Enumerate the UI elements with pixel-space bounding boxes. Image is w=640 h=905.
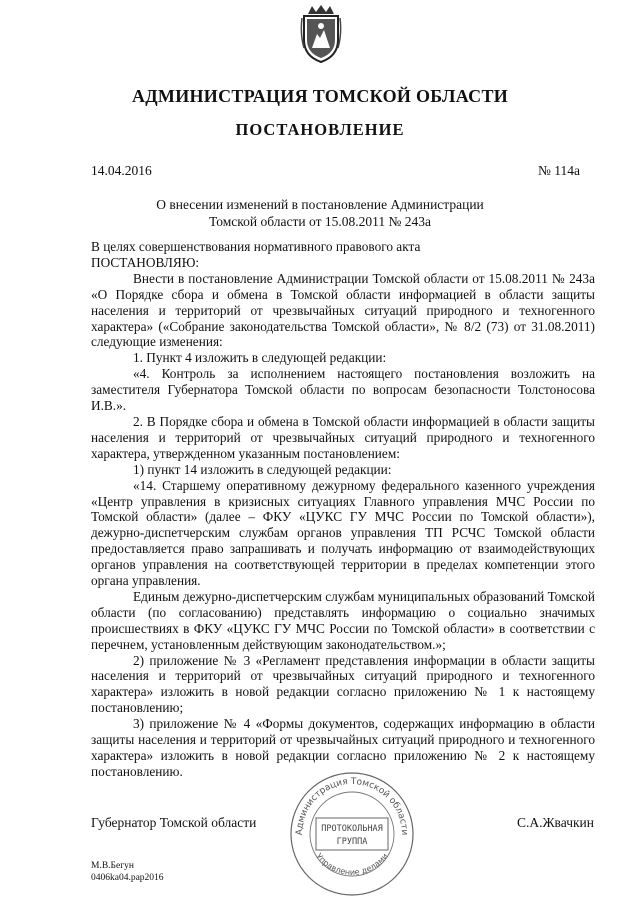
stamp-center-line-1: ПРОТОКОЛЬНАЯ (321, 824, 383, 834)
document-number: № 114а (538, 163, 580, 178)
body-paragraph: 1. Пункт 4 изложить в следующей редакции: (133, 350, 387, 366)
body-paragraph: «14. Старшему оперативному дежурному федерального казенного учреждения «Центр управления в кризисных ситуациях Главного управления МЧС России по Томской области» (далее – ФКУ «ЦУКС ГУ МЧС России по Томской области»), дежурно-диспетчерским службам органов управления ТП РСЧС Томской области предоставляется право запрашивать и получать информацию от взаимодействующих органов управления на соответствующей территории в пределах компетенции этого органа управления. (91, 477, 595, 589)
body-paragraph: «4. Контроль за исполнением настоящего постановления возложить на заместителя Губернатора Томской области по вопросам безопасности Толстоносова И.В.». (91, 366, 595, 414)
subject-line-1: О внесении изменений в постановление Администрации (156, 197, 484, 212)
preamble-paragraph: В целях совершенствования нормативного правового акта (91, 239, 421, 254)
body-paragraph: 2) приложение № 3 «Регламент представления информации в области защиты населения и территорий от чрезвычайных ситуаций природного и техногенного характера» изложить в новой редакции согласно приложению № 1 к настоящему постановлению; (91, 652, 595, 716)
body-paragraph: 3) приложение № 4 «Формы документов, содержащих информацию в области защиты населения и территорий от чрезвычайных ситуаций природного и техногенного характера» изложить в новой редакции согласно приложению № 2 к настоящему постановлению. (91, 716, 595, 779)
document-date: 14.04.2016 (91, 163, 152, 178)
coat-of-arms-icon (300, 4, 342, 64)
document-subject (0, 196, 640, 230)
document-body (91, 239, 595, 780)
body-paragraph: 1) пункт 14 изложить в следующей редакции: (133, 461, 392, 477)
svg-text:Управление делами (314, 852, 389, 877)
signer-name: С.А.Жвачкин (516, 815, 594, 830)
subject-line-2: Томской области от 15.08.2011 № 243а (209, 214, 431, 229)
executor-name: М.В.Бегун (91, 861, 134, 871)
stamp-ring-text: Администрация Томской области (294, 776, 410, 836)
body-paragraph: 2. В Порядке сбора и обмена в Томской области информацией в области защиты населения и территорий от чрезвычайных ситуаций природного и техногенного характера, утвержденном указанным постановлением: (91, 413, 595, 461)
file-reference: 0406ka04.pap2016 (91, 873, 164, 883)
document-type-title: ПОСТАНОВЛЕНИЕ (235, 120, 405, 139)
stamp-ring-bottom-text: Управление делами (314, 851, 390, 877)
stamp-center-line-2: ГРУППА (336, 837, 368, 847)
signer-position: Губернатор Томской области (91, 815, 257, 830)
body-paragraph: Внести в постановление Администрации Томской области от 15.08.2011 № 243а «О Порядке сбора и обмена в Томской области информацией в области защиты населения и территорий от чрезвычайных ситуаций природного и техногенного характера» («Собрание законодательства Томской области», № 8/2 (73) от 31.08.2011) следующие изменения: (91, 270, 595, 350)
resolution-keyword: ПОСТАНОВЛЯЮ: (91, 254, 200, 270)
organization-title: АДМИНИСТРАЦИЯ ТОМСКОЙ ОБЛАСТИ (131, 86, 509, 106)
body-paragraph: Единым дежурно-диспетчерским службам муниципальных образований Томской области (по согласованию) представлять информацию о социально значимых происшествиях в ФКУ «ЦУКС ГУ МЧС России по Томской области» в соответствии с перечнем, установленным действующим законодательством.»; (91, 588, 595, 652)
executor-footer (91, 860, 164, 884)
official-stamp (288, 770, 416, 898)
